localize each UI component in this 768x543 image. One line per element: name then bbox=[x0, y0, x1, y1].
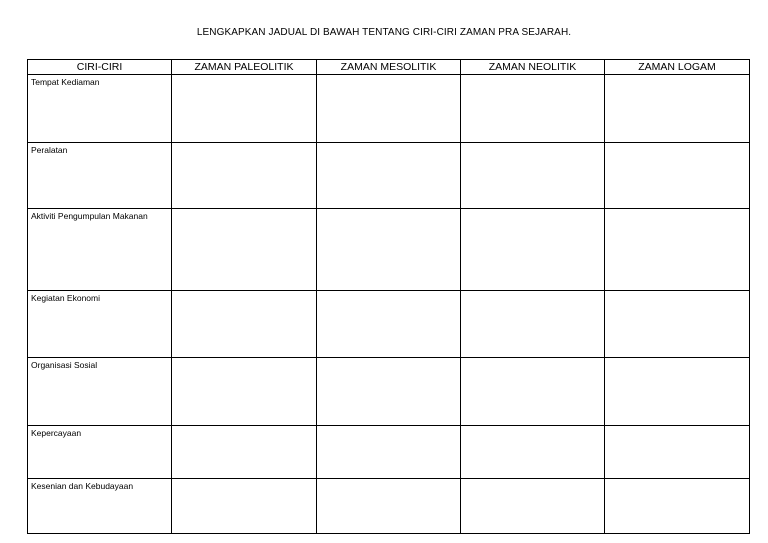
table-row bbox=[28, 479, 750, 534]
row-label-peralatan: Peralatan bbox=[28, 143, 172, 209]
row-label-kegiatan-ekonomi: Kegiatan Ekonomi bbox=[28, 291, 172, 358]
table-header-row bbox=[28, 60, 750, 75]
characteristics-table bbox=[27, 59, 750, 534]
header-zaman-mesolitik: ZAMAN MESOLITIK bbox=[317, 60, 461, 75]
answer-cell[interactable] bbox=[172, 358, 317, 426]
answer-cell[interactable] bbox=[172, 75, 317, 143]
answer-cell[interactable] bbox=[605, 479, 750, 534]
row-label-kesenian-dan-kebudayaan: Kesenian dan Kebudayaan bbox=[28, 479, 172, 534]
answer-cell[interactable] bbox=[605, 143, 750, 209]
table-row bbox=[28, 426, 750, 479]
answer-cell[interactable] bbox=[317, 75, 461, 143]
answer-cell[interactable] bbox=[172, 426, 317, 479]
answer-cell[interactable] bbox=[461, 358, 605, 426]
table-row bbox=[28, 75, 750, 143]
row-label-kepercayaan: Kepercayaan bbox=[28, 426, 172, 479]
header-zaman-neolitik: ZAMAN NEOLITIK bbox=[461, 60, 605, 75]
answer-cell[interactable] bbox=[605, 426, 750, 479]
answer-cell[interactable] bbox=[461, 209, 605, 291]
answer-cell[interactable] bbox=[172, 143, 317, 209]
answer-cell[interactable] bbox=[461, 143, 605, 209]
answer-cell[interactable] bbox=[317, 358, 461, 426]
answer-cell[interactable] bbox=[317, 426, 461, 479]
row-label-aktiviti-pengumpulan-makanan: Aktiviti Pengumpulan Makanan bbox=[28, 209, 172, 291]
header-zaman-paleolitik: ZAMAN PALEOLITIK bbox=[172, 60, 317, 75]
header-zaman-logam: ZAMAN LOGAM bbox=[605, 60, 750, 75]
table-row bbox=[28, 209, 750, 291]
table-row bbox=[28, 291, 750, 358]
answer-cell[interactable] bbox=[605, 291, 750, 358]
answer-cell[interactable] bbox=[317, 291, 461, 358]
answer-cell[interactable] bbox=[317, 479, 461, 534]
answer-cell[interactable] bbox=[317, 209, 461, 291]
page-title: LENGKAPKAN JADUAL DI BAWAH TENTANG CIRI-CIRI ZAMAN PRA SEJARAH. bbox=[196, 27, 572, 38]
answer-cell[interactable] bbox=[605, 209, 750, 291]
row-label-organisasi-sosial: Organisasi Sosial bbox=[28, 358, 172, 426]
answer-cell[interactable] bbox=[172, 291, 317, 358]
row-label-tempat-kediaman: Tempat Kediaman bbox=[28, 75, 172, 143]
table-row bbox=[28, 358, 750, 426]
table-row bbox=[28, 143, 750, 209]
answer-cell[interactable] bbox=[461, 75, 605, 143]
answer-cell[interactable] bbox=[605, 358, 750, 426]
answer-cell[interactable] bbox=[461, 291, 605, 358]
answer-cell[interactable] bbox=[172, 209, 317, 291]
answer-cell[interactable] bbox=[461, 426, 605, 479]
answer-cell[interactable] bbox=[172, 479, 317, 534]
header-ciri-ciri: CIRI-CIRI bbox=[28, 60, 172, 75]
answer-cell[interactable] bbox=[605, 75, 750, 143]
answer-cell[interactable] bbox=[317, 143, 461, 209]
answer-cell[interactable] bbox=[461, 479, 605, 534]
